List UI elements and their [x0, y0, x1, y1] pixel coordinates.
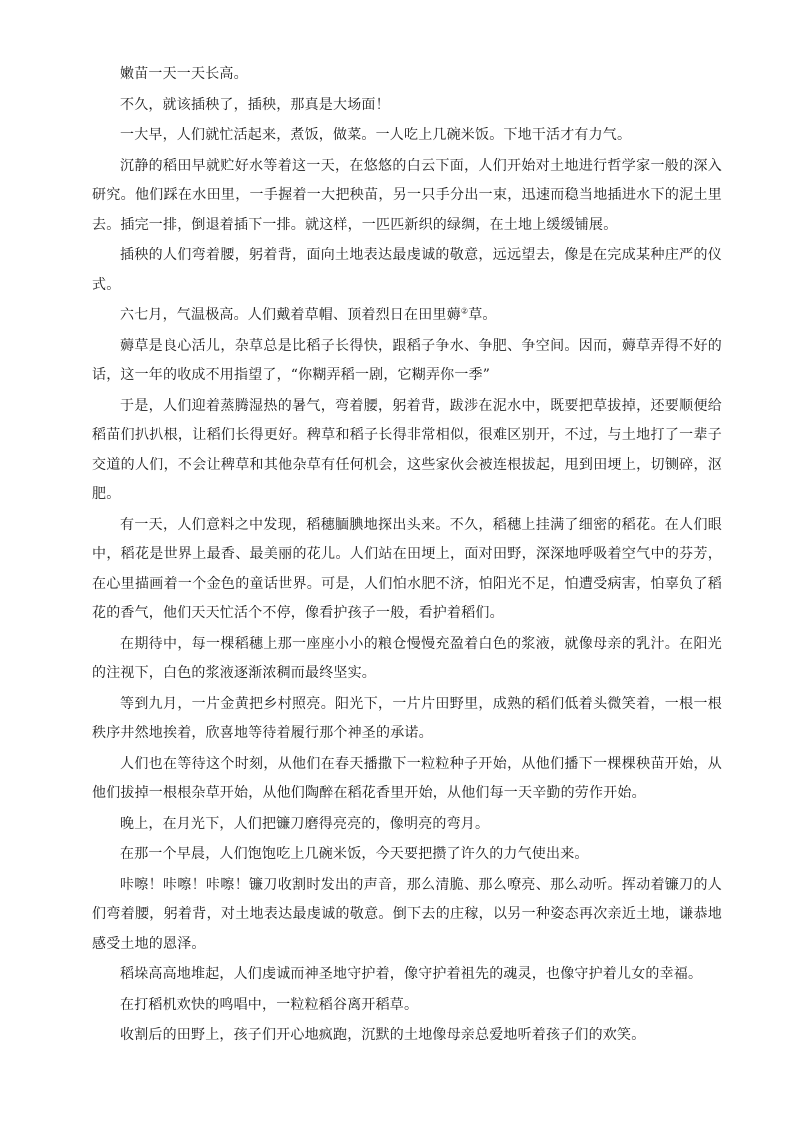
paragraph: 在那一个早晨，人们饱饱吃上几碗米饭，今天要把攒了许久的力气使出来。 [120, 846, 589, 862]
paragraph: 嫩苗一天一天长高。 [120, 66, 248, 82]
paragraph: 于是，人们迎着蒸腾湿热的暑气，弯着腰，躬着背，跋涉在泥水中，既要把草拔掉，还要顺便给稻苗们扒扒根，让稻们长得更好。稗草和稻子长得非常相似，很难区别开，不过，与土地打了一辈子交道的人们，不会让稗草和其他杂草有任何机会，这些家伙会被连根拔起，甩到田埂上，切铡碎，沤肥。 [92, 397, 722, 502]
paragraph: 不久，就该插秧了，插秧，那真是大场面！ [120, 96, 390, 113]
paragraph-text: 六七月，气温极高。人们戴着草帽、顶着烈日在田里薅 [120, 307, 461, 323]
footnote-marker: ② [460, 306, 469, 316]
paragraph: 在打稻机欢快的鸣唱中，一粒粒稻谷离开稻草。 [120, 996, 419, 1013]
article-body [92, 60, 722, 1052]
paragraph: 收割后的田野上，孩子们开心地疯跑，沉默的土地像母亲总爱地听着孩子们的欢笑。 [120, 1027, 646, 1043]
paragraph: 有一天，人们意料之中发现，稻穗腼腆地探出头来。不久，稻穗上挂满了细密的稻花。在人们眼中，稻花是世界上最香、最美丽的花儿。人们站在田埂上，面对田野，深深地呼吸着空气中的芬芳，在心里描画着一个金色的童话世界。可是，人们怕水肥不济，怕阳光不足，怕遭受病害，怕辜负了稻花的香气，他们天天忙活个不停，像看护孩子一般，看护着稻们。 [92, 516, 722, 621]
paragraph: 沉静的稻田早就贮好水等着这一天，在悠悠的白云下面，人们开始对土地进行哲学家一般的深入研究。他们踩在水田里，一手握着一大把秧苗，另一只手分出一束，迅速而稳当地插进水下的泥土里去。插完一排，倒退着插下一排。就这样，一匹匹新织的绿绸，在土地上缓缓铺展。 [92, 157, 722, 233]
paragraph: 薅草是良心活儿，杂草总是比稻子长得快，跟稻子争水、争肥、争空间。因而，薅草弄得不好的话，这一年的收成不用指望了，“你糊弄稻一剧，它糊弄你一季” [92, 337, 722, 383]
paragraph: 在期待中，每一棵稻穗上那一座座小小的粮仓慢慢充盈着白色的浆液，就像母亲的乳汁。在阳光的注视下，白色的浆液逐渐浓稠而最终坚实。 [92, 635, 722, 681]
paragraph: 人们也在等待这个时刻，从他们在春天播撒下一粒粒种子开始，从他们播下一棵棵秧苗开始，从他们拔掉一根根杂草开始，从他们陶醉在稻花香里开始，从他们每一天辛勤的劳作开始。 [92, 755, 722, 801]
paragraph: 插秧的人们弯着腰，躬着背，面向土地表达最虔诚的敬意，远远望去，像是在完成某种庄严的仪式。 [92, 247, 722, 293]
paragraph: 咔嚓！咔嚓！咔嚓！镰刀收割时发出的声音，那么清脆、那么嘹亮、那么动听。挥动着镰刀的人们弯着腰，躬着背，对土地表达最虔诚的敬意。倒下去的庄稼，以另一种姿态再次亲近土地，谦恭地感受土地的恩泽。 [92, 876, 722, 952]
paragraph-text: 草。 [468, 307, 497, 323]
paragraph-with-footnote [92, 301, 722, 331]
paragraph: 等到九月，一片金黄把乡村照亮。阳光下，一片片田野里，成熟的稻们低着头微笑着，一根一根秩序井然地挨着，欣喜地等待着履行那个神圣的承诺。 [92, 695, 722, 741]
paragraph: 稻垛高高地堆起，人们虔诚而神圣地守护着，像守护着祖先的魂灵，也像守护着儿女的幸福。 [120, 966, 703, 982]
paragraph: 晚上，在月光下，人们把镰刀磨得亮亮的，像明亮的弯月。 [120, 815, 490, 832]
paragraph: 一大早，人们就忙活起来，煮饭，做菜。一人吃上几碗米饭。下地干活才有力气。 [120, 127, 632, 143]
